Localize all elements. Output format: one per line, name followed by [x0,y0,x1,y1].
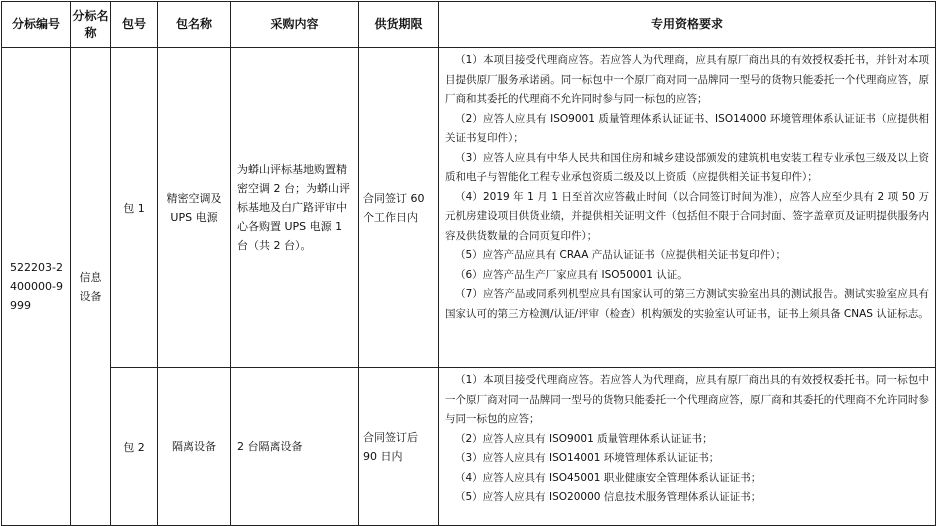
lot-number-line: 400000-9 [10,280,63,293]
pkg-no: 包 1 [111,48,158,368]
requirement-item: （1）本项目接受代理商应答。若应答人为代理商，应具有原厂商出具的有效授权委托书。同一标包中一个原厂商对同一品牌同一型号的货物只能委托一个代理商应答，原厂商和其委托的代理商不允许同时参与同一标包的应答； [445,374,929,425]
header-content: 采购内容 [231,2,359,48]
procurement-table [1,1,936,526]
delivery-period: 合同签订 60 个工作日内 [359,48,439,368]
requirement-item: （5）应答人应具有 ISO20000 信息技术服务管理体系认证证书； [455,491,762,503]
lot-number-line: 999 [10,299,31,312]
purchase-content: 为蟒山评标基地购置精密空调 2 台；为蟒山评标基地及白广路评审中心各购置 UPS 电源 1 台（共 2 台）。 [231,48,359,368]
requirements-list [439,368,935,508]
header-row [2,2,936,48]
requirement-item: （6）应答产品生产厂家应具有 ISO50001 认证。 [455,268,688,281]
table-row [2,368,936,526]
delivery-period: 合同签订后 90 日内 [359,368,439,526]
lot-number-cell [2,48,71,526]
header-requirements: 专用资格要求 [439,2,936,48]
requirement-item: （7）应答产品或同系列机型应具有国家认可的第三方测试实验室出具的测试报告。测试实验室应具有国家认可的第三方检测/认证/评审（检查）机构颁发的实验室认可证书，证书上须具备 CNAS 认证标志。 [445,288,929,320]
requirement-item: （3）应答人应具有中华人民共和国住房和城乡建设部颁发的建筑机电安装工程专业承包三级及以上资质和电子与智能化工程专业承包资质二级及以上资质（应提供相关证书复印件）； [445,151,929,183]
header-delivery: 供货期限 [359,2,439,48]
requirement-item: （1）本项目接受代理商应答。若应答人为代理商，应具有原厂商出具的有效授权委托书，并针对本项目提供原厂服务承诺函。同一标包中一个原厂商对同一品牌同一型号的货物只能委托一个代理商应答，原厂商和其委托的代理商不允许同时参与同一标包的应答； [445,54,929,105]
requirement-item: （5）应答产品应具有 CRAA 产品认证证书（应提供相关证书复印件）； [455,249,786,261]
requirement-item: （2）应答人应具有 ISO9001 质量管理体系认证证书； [455,432,713,445]
pkg-no: 包 2 [111,368,158,526]
header-lot-name: 分标名称 [71,2,111,48]
pkg-name: 精密空调及UPS 电源 [158,48,231,368]
header-pkg-name: 包名称 [158,2,231,48]
header-lot-no: 分标编号 [2,2,71,48]
lot-name-line: 设备 [79,289,102,303]
header-pkg-no: 包号 [111,2,158,48]
purchase-content: 2 台隔离设备 [231,368,359,526]
lot-name-cell [71,48,111,526]
pkg-name: 隔离设备 [158,368,231,526]
requirements-list [439,48,935,324]
lot-number-line: 522203-2 [10,261,63,274]
requirement-item: （2）应答人应具有 ISO9001 质量管理体系认证证书、ISO14000 环境管理体系认证证书（应提供相关证书复印件）； [445,112,929,144]
requirement-item: （4）应答人应具有 ISO45001 职业健康安全管理体系认证证书； [455,471,762,484]
lot-name-line: 信息 [79,270,102,284]
requirements-cell [439,368,936,526]
requirement-item: （3）应答人应具有 ISO14001 环境管理体系认证证书； [455,452,720,464]
requirements-cell [439,48,936,368]
requirement-item: （4）2019 年 1 月 1 日至首次应答截止时间（以合同签订时间为准），应答人应至少具有 2 项 50 万元机房建设项目供货业绩，并提供相关证明文件（包括但不限于合同封面、签字盖章页及证明提供服务内容及供货数量的合同页复印件）； [445,190,929,242]
table-row [2,48,936,368]
